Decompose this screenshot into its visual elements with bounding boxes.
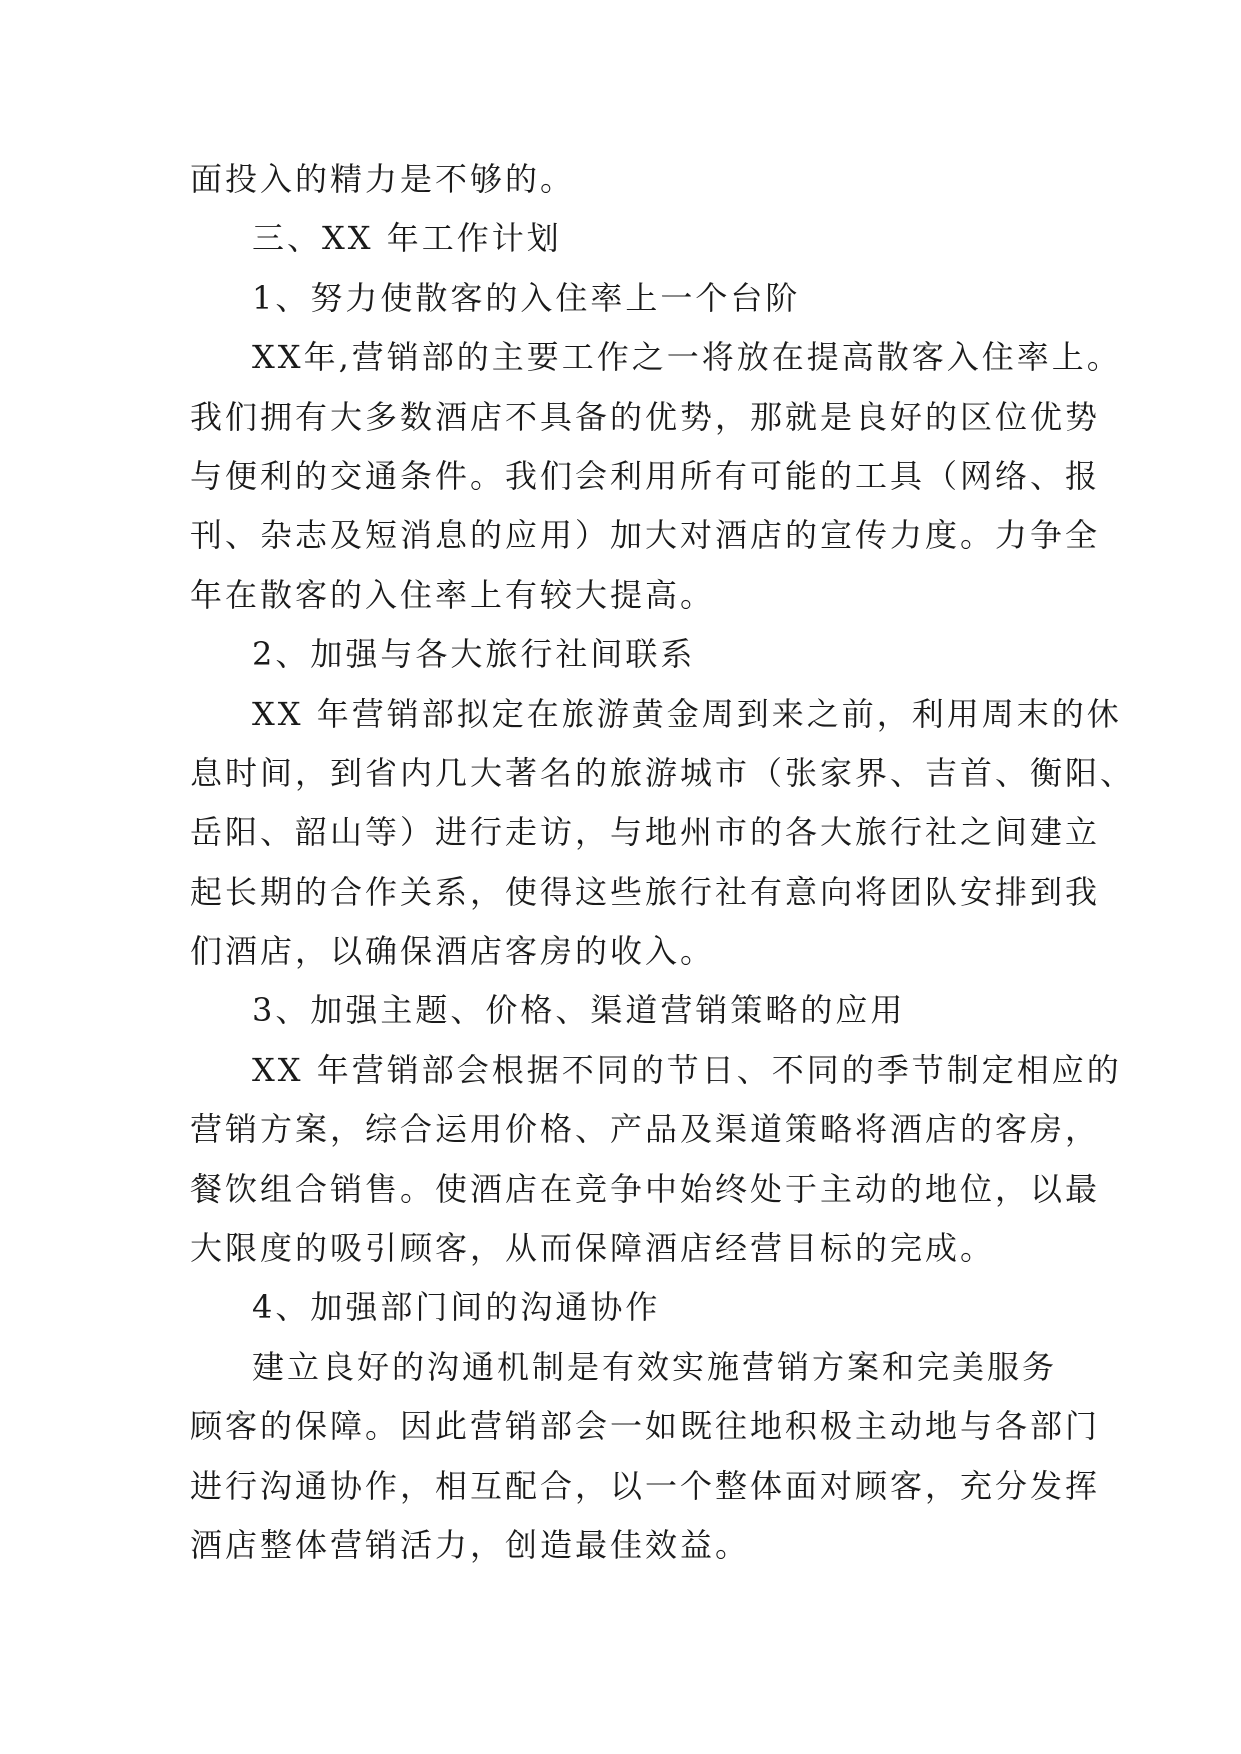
paragraph-line: 进行沟通协作，相互配合，以一个整体面对顾客，充分发挥 — [190, 1466, 1101, 1505]
paragraph-line: 起长期的合作关系，使得这些旅行社有意向将团队安排到我 — [190, 872, 1101, 911]
paragraph-line: 大限度的吸引顾客，从而保障酒店经营目标的完成。 — [190, 1229, 996, 1268]
text-line: 面投入的精力是不够的。 — [190, 160, 576, 198]
section-heading-work-plan: 三、XX 年工作计划 — [252, 219, 562, 258]
paragraph-line: 顾客的保障。因此营销部会一如既往地积极主动地与各部门 — [190, 1407, 1101, 1446]
paragraph-line: 餐饮组合销售。使酒店在竞争中始终处于主动的地位，以最 — [190, 1169, 1101, 1208]
paragraph-line: 刊、杂志及短消息的应用）加大对酒店的宣传力度。力争全 — [190, 516, 1101, 555]
paragraph-line: 营销方案，综合运用价格、产品及渠道策略将酒店的客房， — [190, 1110, 1101, 1149]
paragraph-line: 与便利的交通条件。我们会利用所有可能的工具（网络、报 — [190, 456, 1101, 495]
paragraph-line: XX年,营销部的主要工作之一将放在提高散客入住率上。 — [252, 338, 1122, 377]
body-text — [190, 150, 1136, 1575]
subheading-1: 1、努力使散客的入住率上一个台阶 — [252, 278, 801, 317]
paragraph-line: XX 年营销部拟定在旅游黄金周到来之前，利用周末的休 — [252, 694, 1122, 733]
paragraph-line: 酒店整体营销活力，创造最佳效益。 — [190, 1525, 751, 1564]
paragraph-line: 岳阳、韶山等）进行走访，与地州市的各大旅行社之间建立 — [190, 813, 1101, 852]
subheading-4: 4、加强部门间的沟通协作 — [252, 1288, 661, 1327]
paragraph-line: 建立良好的沟通机制是有效实施营销方案和完美服务 — [252, 1347, 1058, 1386]
paragraph-line: 年在散客的入住率上有较大提高。 — [190, 575, 716, 614]
paragraph-line: 息时间，到省内几大著名的旅游城市（张家界、吉首、衡阳、 — [190, 753, 1136, 792]
paragraph-line: 们酒店，以确保酒店客房的收入。 — [190, 932, 716, 971]
paragraph-line: XX 年营销部会根据不同的节日、不同的季节制定相应的 — [252, 1050, 1122, 1089]
subheading-2: 2、加强与各大旅行社间联系 — [252, 635, 696, 674]
paragraph-line: 我们拥有大多数酒店不具备的优势，那就是良好的区位优势 — [190, 397, 1101, 436]
subheading-3: 3、加强主题、价格、渠道营销策略的应用 — [252, 991, 906, 1030]
